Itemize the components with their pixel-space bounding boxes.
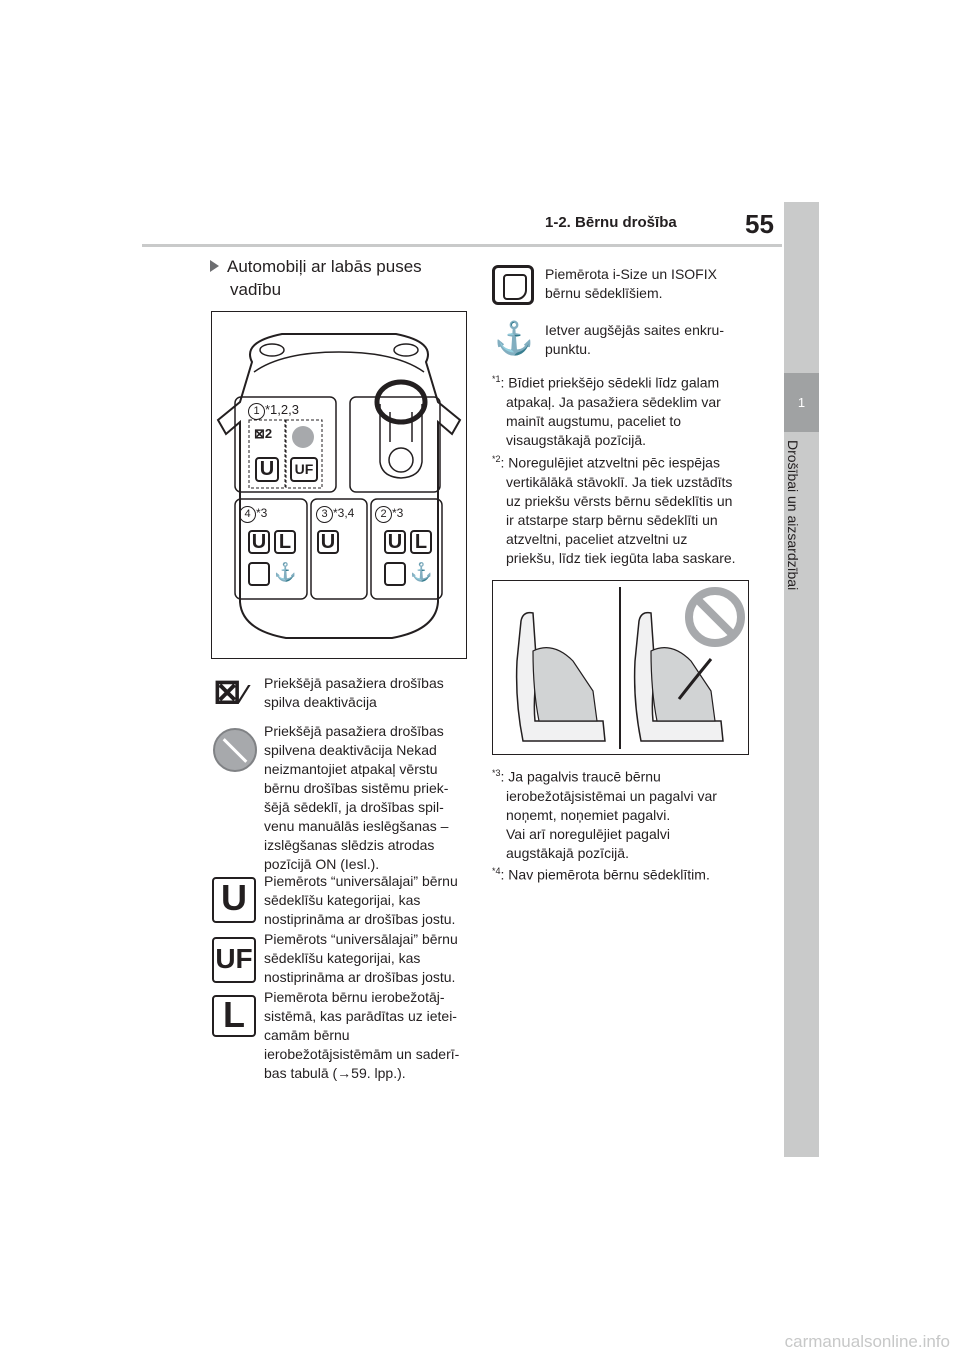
note-2: $^{*2}$: Noregulējiet atzveltni pēc iespējas vertikālākā stāvoklī. Ja tiek uzstādīts uz priekšu vērsts bērnu sēdeklītis un ir atstarpe starp bērnu sēdeklīti un atzveltni, paceliet atzveltni uz priekšu, līdz tiek iegūta laba saskare. [492, 454, 736, 566]
legend-no-rear-facing-text: Priekšējā pasažiera drošības spilvena deaktivācija Nekad neizmantojiet atpakaļ vērstu bērnu drošības sistēmu priek- šējā sēdeklī, ja drošības spil- venu manuālās ieslēgšanas – izslēgšanas slēdzis atrodas pozīcijā ON (Iesl.). [264, 723, 449, 872]
triangle-bullet-icon [210, 260, 219, 272]
note-4: $^{*4}$: Nav piemērota bērnu sēdeklītim. [492, 866, 710, 883]
isofix-isize-icon [384, 562, 406, 586]
uf-universal-icon: UF [212, 937, 256, 983]
no-rear-facing-seat-icon [213, 728, 257, 772]
no-rear-facing-seat-icon [292, 426, 314, 448]
header-rule [142, 244, 782, 247]
chapter-number: 1 [784, 373, 819, 432]
chapter-side-tab [784, 202, 819, 1157]
car-topview-drawing [212, 312, 466, 658]
headrest-figure [492, 580, 749, 755]
subheading: Automobiļi ar labās puses vadību [210, 255, 460, 301]
l-restraint-icon: L [274, 530, 296, 554]
legend-isofix-text: Piemērota i-Size un ISOFIX bērnu sēdeklīšiem. [545, 266, 717, 301]
isofix-isize-icon [248, 562, 270, 586]
watermark: carmanualsonline.info [784, 1332, 950, 1351]
legend-airbag-text: Priekšējā pasažiera drošības spilva deaktivācija [264, 675, 444, 710]
top-tether-anchor-icon: ⚓ [494, 320, 534, 356]
uf-universal-icon: UF [290, 457, 318, 482]
section-title: 1-2. Bērnu drošība [545, 214, 677, 231]
seat-4-label: 4 *3 [239, 506, 267, 523]
legend-tether-text: Ietver augšējās saites enkru- punktu. [545, 322, 724, 357]
headrest-drawing [493, 581, 748, 754]
chapter-title: Drošībai un aizsardzībai [785, 440, 801, 591]
u-universal-icon: U [248, 530, 270, 554]
legend-u-text: Piemērots “universālajai” bērnu sēdeklīšu kategorijai, kas nostiprināma ar drošības jostu. [264, 873, 458, 927]
seat-1-label: 1 *1,2,3 [248, 402, 299, 420]
top-tether-anchor-icon: ⚓ [410, 562, 433, 582]
u-universal-icon: U [255, 457, 279, 482]
u-universal-icon: U [317, 530, 339, 554]
page-number: 55 [745, 209, 774, 239]
u-universal-icon: U [212, 877, 256, 923]
note-3: $^{*3}$: Ja pagalvis traucē bērnu ierobežotājsistēmai un pagalvi var noņemt, noņemiet pagalvi. Vai arī noregulējiet pagalvi augstākajā pozīcijā. [492, 768, 717, 861]
seat-position-diagram [211, 311, 467, 659]
airbag-deactivation-icon: ⊠⁄ [213, 673, 246, 711]
seat-2-label: 2 *3 [375, 506, 403, 523]
u-universal-icon: U [384, 530, 406, 554]
top-tether-anchor-icon: ⚓ [274, 562, 297, 582]
legend-l-text: Piemērota bērnu ierobežotāj- sistēmā, kas parādītas uz ietei- camām bērnu ierobežotājsistēmām un saderī- bas tabulā (→59. lpp.). [264, 989, 460, 1081]
note-1: $^{*1}$: Bīdiet priekšējo sēdekli līdz galam atpakaļ. Ja pasažiera sēdeklim var mainīt augstumu, paceliet to visaugstākajā pozīcijā. [492, 374, 721, 448]
airbag-deactivation-icon: ⊠2 [254, 426, 273, 441]
l-restraint-icon: L [212, 995, 256, 1037]
isofix-isize-icon [492, 265, 534, 305]
legend-uf-text: Piemērots “universālajai” bērnu sēdeklīšu kategorijai, kas nostiprināma ar drošības jostu. [264, 931, 458, 985]
seat-3-label: 3 *3,4 [316, 506, 354, 523]
l-restraint-icon: L [410, 530, 432, 554]
